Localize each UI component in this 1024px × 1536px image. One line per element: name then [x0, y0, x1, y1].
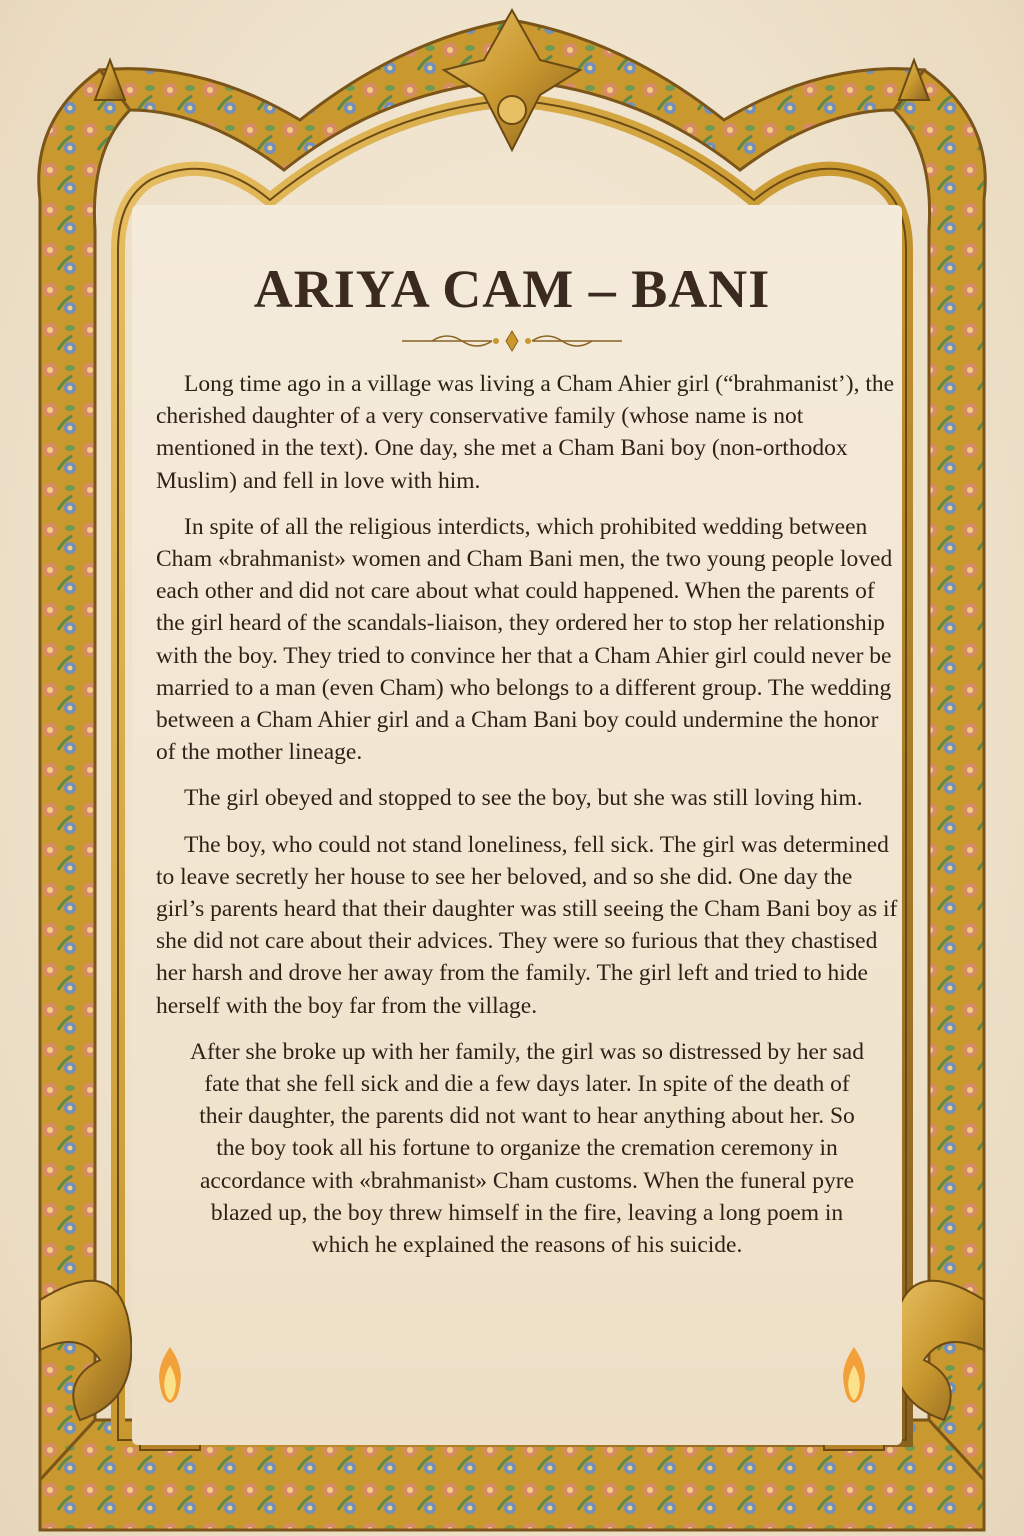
story-text: [156, 368, 898, 1275]
paragraph: The girl obeyed and stopped to see the boy, but she was still loving him.: [184, 785, 863, 812]
flame-icon: [834, 1345, 874, 1405]
paragraph: In spite of all the religious interdicts, which prohibited wedding between Cham «brahmanist» women and Cham Bani men, the two young people loved each other and did not care about what could happened. When the parents of the girl heard of the scandals-liaison, they ordered her to stop her relationship with the boy. They tried to convince her that a Cham Ahier girl could never be married to a man (even Cham) who belongs to a different group. The wedding between a Cham Ahier girl and a Cham Bani boy could undermine the honor of the mother lineage.: [156, 513, 893, 766]
title-divider-ornament: [392, 328, 632, 354]
page-title: ARIYA CAM – BANI: [253, 259, 771, 319]
paragraph: The boy, who could not stand loneliness, fell sick. The girl was determined to leave secretly her house to see her beloved, and so she did. One day the girl’s parents heard that their daughter was still seeing the Cham Bani boy as if she did not care about their advices. They were so furious that they chastised her harsh and drove her away from the family. The girl left and tried to hide herself with the boy far from the village.: [156, 831, 898, 1019]
paragraph: Long time ago in a village was living a Cham Ahier girl (“brahmanist’), the cherished daughter of a very conservative family (whose name is not mentioned in the text). One day, she met a Cham Bani boy (non-orthodox Muslim) and fell in love with him.: [156, 371, 895, 494]
flame-icon: [150, 1345, 190, 1405]
paragraph: After she broke up with her family, the girl was so distressed by her sad fate that she fell sick and die a few days later. In spite of the death of their daughter, the parents did not want to hear anything about her. So the boy took all his fortune to organize the cremation ceremony in accordance with «brahmanist» Cham customs. When the funeral pyre blazed up, the boy threw himself in the fire, leaving a long poem in which he explained the reasons of his suicide.: [190, 1038, 864, 1259]
